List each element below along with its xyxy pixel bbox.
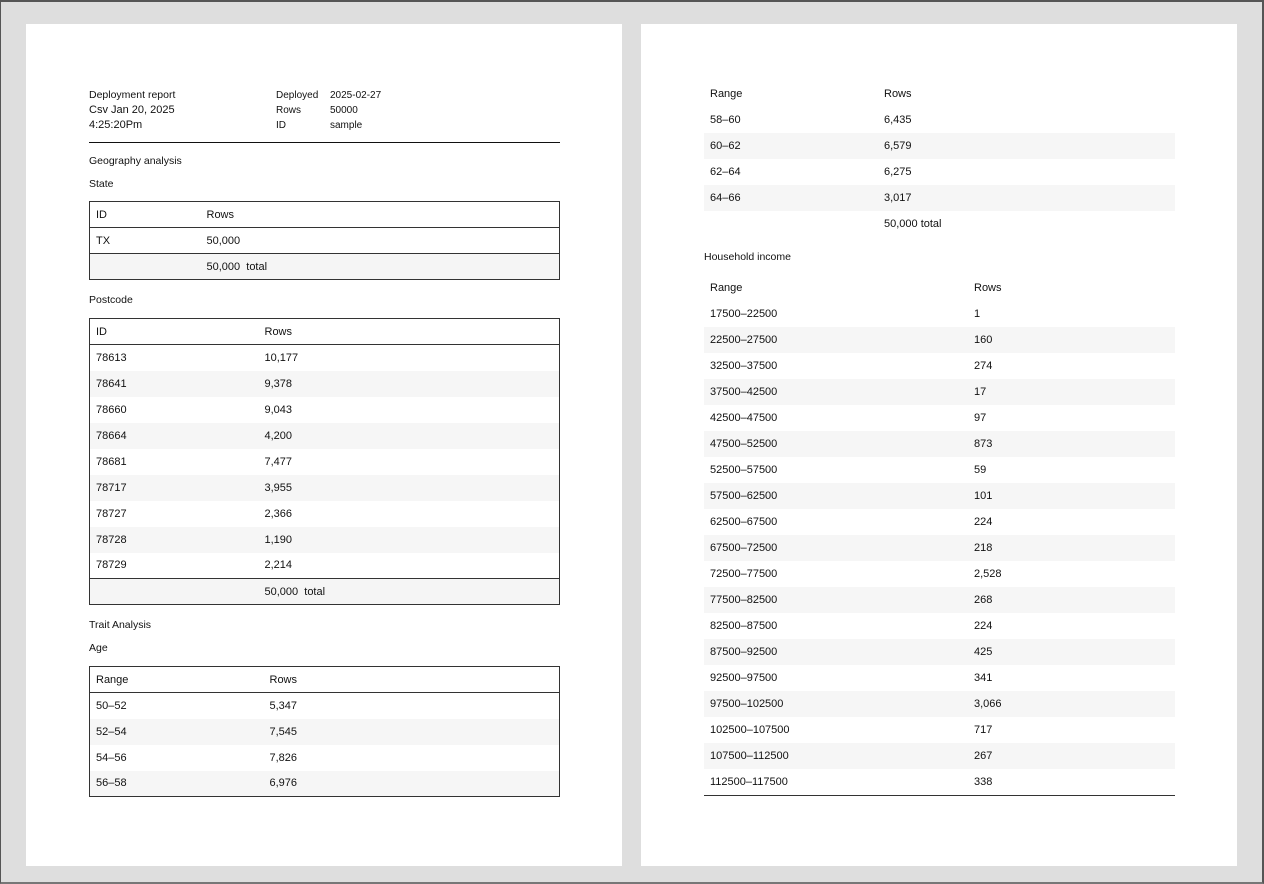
cell-rows: 218 [968, 535, 1175, 561]
table-row [704, 301, 1175, 327]
subsection-title-postcode: Postcode [89, 294, 133, 306]
cell-rows: 7,545 [264, 719, 560, 745]
column-header: Rows [264, 667, 560, 693]
cell-range: 37500–42500 [704, 379, 968, 405]
cell-rows: 3,066 [968, 691, 1175, 717]
cell-range: 87500–92500 [704, 639, 968, 665]
column-header: ID [90, 202, 201, 228]
cell-range: 102500–107500 [710, 724, 790, 736]
cell-range: 47500–52500 [704, 431, 968, 457]
column-header: Range [710, 282, 743, 294]
cell-range: 72500–77500 [710, 568, 778, 580]
cell-rows: 2,366 [264, 507, 293, 520]
section-title-traits: Trait Analysis [89, 619, 152, 631]
table-row [90, 423, 560, 449]
table-row [704, 405, 1175, 431]
total-value: 50,000 total [201, 254, 560, 280]
cell-range: 52500–57500 [710, 464, 778, 476]
table-row [90, 719, 560, 745]
cell-id: 78729 [96, 559, 127, 572]
cell-rows: 1,190 [259, 527, 560, 553]
table-row [90, 371, 560, 397]
cell-id: 78613 [96, 351, 127, 364]
table-row [704, 379, 1175, 405]
table-row [704, 353, 1175, 379]
age-table-continued [704, 81, 1175, 237]
cell-rows: 10,177 [264, 351, 299, 364]
cell-rows: 6,275 [884, 166, 912, 178]
age-table [89, 666, 560, 797]
cell-rows: 338 [968, 769, 1175, 795]
table-row [704, 483, 1175, 509]
cell-rows: 341 [974, 672, 993, 684]
report-meta [276, 88, 381, 133]
cell-range: 54–56 [96, 751, 127, 764]
table-total-row [90, 579, 560, 605]
cell-rows: 5,347 [269, 699, 298, 712]
cell-rows: 17 [968, 379, 1175, 405]
table-row [704, 691, 1175, 717]
column-header: Rows [974, 282, 1002, 294]
table-row [90, 449, 560, 475]
cell-rows: 9,378 [259, 371, 560, 397]
cell-rows: 1 [974, 308, 981, 320]
table-header-row [704, 275, 1175, 301]
cell-rows: 224 [974, 516, 993, 528]
cell-range: 77500–82500 [704, 587, 968, 613]
meta-value: 2025-02-27 [330, 90, 382, 101]
subsection-title-age: Age [89, 642, 108, 654]
table-row [704, 107, 1175, 133]
table-row [704, 717, 1175, 743]
meta-value: 50000 [330, 105, 358, 116]
column-header: Rows [201, 202, 560, 228]
cell-rows: 224 [974, 620, 993, 632]
meta-key: ID [276, 120, 286, 131]
meta-value: sample [330, 120, 363, 131]
column-header: Range [710, 88, 743, 100]
report-header [89, 88, 560, 143]
cell-range: 56–58 [90, 771, 264, 797]
cell-id: 78664 [90, 423, 259, 449]
table-row [704, 457, 1175, 483]
cell-range: 58–60 [710, 114, 741, 126]
table-row [704, 431, 1175, 457]
column-header: Range [90, 667, 264, 693]
cell-id: 78641 [90, 371, 259, 397]
cell-rows: 7,477 [264, 455, 293, 468]
cell-range: 97500–102500 [704, 691, 968, 717]
table-header-row [90, 202, 560, 228]
total-value: 50,000 total [259, 579, 560, 605]
cell-rows: 268 [968, 587, 1175, 613]
table-row [704, 133, 1175, 159]
table-row [704, 159, 1175, 185]
cell-range: 42500–47500 [710, 412, 778, 424]
meta-key: Deployed [276, 90, 319, 101]
table-row [90, 228, 560, 254]
table-row [704, 639, 1175, 665]
postcode-table [89, 318, 560, 605]
cell-rows: 274 [974, 360, 993, 372]
column-header: Rows [259, 319, 560, 345]
income-table [704, 275, 1175, 796]
table-row [90, 475, 560, 501]
state-table [89, 201, 560, 280]
table-total-row [90, 254, 560, 280]
subsection-title-state: State [89, 178, 114, 190]
cell-rows: 717 [974, 724, 993, 736]
cell-range: 57500–62500 [704, 483, 968, 509]
cell-range: 22500–27500 [704, 327, 968, 353]
cell-rows: 101 [968, 483, 1175, 509]
cell-rows: 873 [968, 431, 1175, 457]
report-source: Csv Jan 20, 2025 [89, 104, 175, 116]
cell-rows: 267 [968, 743, 1175, 769]
cell-rows: 3,955 [259, 475, 560, 501]
cell-id: 78660 [96, 403, 127, 416]
cell-range: 60–62 [704, 133, 878, 159]
cell-id: 78728 [90, 527, 259, 553]
report-time: 4:25:20Pm [89, 119, 143, 131]
cell-rows: 6,435 [884, 114, 912, 126]
cell-range: 107500–112500 [704, 743, 968, 769]
cell-rows: 160 [968, 327, 1175, 353]
table-total-row [704, 211, 1175, 237]
cell-range: 50–52 [96, 699, 127, 712]
cell-rows: 97 [974, 412, 987, 424]
table-row [90, 397, 560, 423]
column-header: ID [90, 319, 259, 345]
total-value: 50,000 total [884, 218, 942, 230]
table-row [704, 587, 1175, 613]
table-header-row [90, 319, 560, 345]
table-row [704, 665, 1175, 691]
cell-id: 78717 [90, 475, 259, 501]
cell-range: 92500–97500 [710, 672, 778, 684]
table-header-row [704, 81, 1175, 107]
cell-range: 112500–117500 [704, 769, 968, 795]
table-row [704, 509, 1175, 535]
table-row [704, 613, 1175, 639]
table-row [90, 745, 560, 771]
cell-range: 64–66 [704, 185, 878, 211]
cell-rows: 4,200 [259, 423, 560, 449]
report-title: Deployment report [89, 89, 176, 101]
table-row [704, 561, 1175, 587]
cell-rows: 59 [974, 464, 987, 476]
section-title-geography: Geography analysis [89, 155, 182, 167]
cell-rows: 6,976 [264, 771, 560, 797]
cell-range: 52–54 [90, 719, 264, 745]
column-header: Rows [884, 88, 912, 100]
table-header-row [90, 667, 560, 693]
meta-key: Rows [276, 105, 302, 116]
cell-range: 17500–22500 [710, 308, 778, 320]
cell-id: 78681 [96, 455, 127, 468]
table-row [704, 535, 1175, 561]
cell-rows: 2,528 [974, 568, 1002, 580]
table-row [704, 327, 1175, 353]
table-row [704, 185, 1175, 211]
table-row [90, 553, 560, 579]
cell-range: 82500–87500 [710, 620, 778, 632]
cell-id: TX [96, 234, 111, 247]
table-row [90, 693, 560, 719]
cell-range: 62–64 [710, 166, 741, 178]
subsection-title-income: Household income [704, 251, 791, 263]
table-row [90, 527, 560, 553]
cell-rows: 7,826 [269, 751, 298, 764]
table-row [90, 501, 560, 527]
cell-range: 62500–67500 [710, 516, 778, 528]
cell-id: 78727 [96, 507, 127, 520]
cell-rows: 2,214 [264, 559, 293, 572]
cell-range: 32500–37500 [710, 360, 778, 372]
table-row [704, 743, 1175, 769]
cell-rows: 50,000 [206, 234, 241, 247]
cell-range: 67500–72500 [704, 535, 968, 561]
table-row [90, 771, 560, 797]
cell-rows: 9,043 [264, 403, 293, 416]
cell-rows: 3,017 [878, 185, 1175, 211]
cell-rows: 425 [968, 639, 1175, 665]
table-row [704, 769, 1175, 795]
report-page-2 [641, 24, 1237, 866]
report-page-1 [26, 24, 622, 866]
cell-rows: 6,579 [878, 133, 1175, 159]
table-row [90, 345, 560, 371]
